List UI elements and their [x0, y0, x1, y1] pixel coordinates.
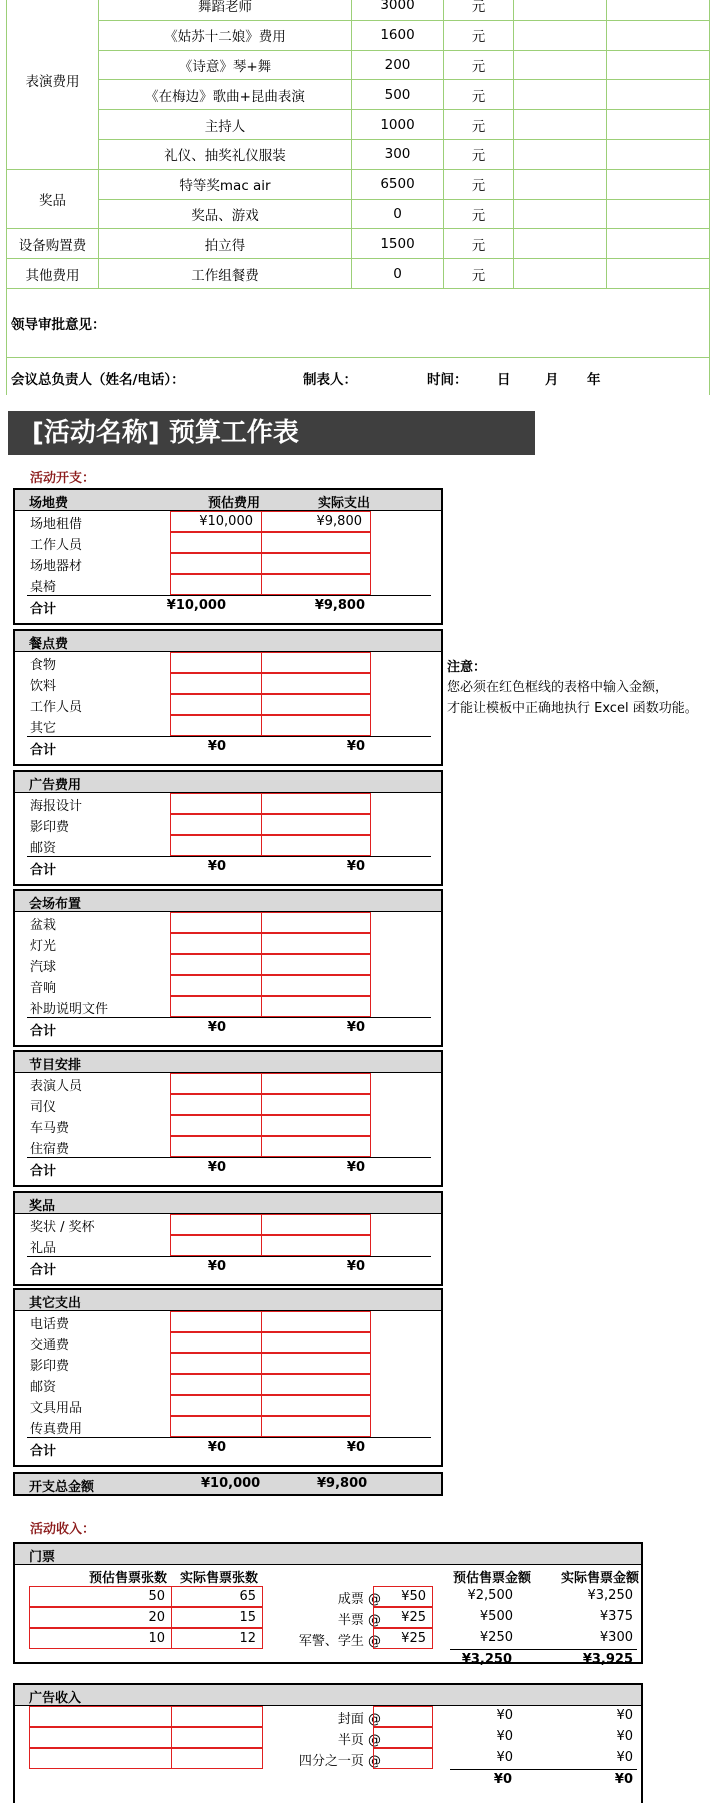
empty-cell[interactable] — [607, 199, 710, 229]
estimated-input[interactable] — [170, 1332, 262, 1353]
actual-input[interactable] — [261, 975, 371, 996]
actual-input[interactable] — [261, 996, 371, 1017]
subtotal-estimated: ¥0 — [207, 1020, 226, 1035]
empty-cell[interactable] — [607, 50, 710, 80]
expense-row — [15, 532, 441, 553]
actual-input[interactable] — [261, 673, 371, 694]
empty-cell[interactable] — [514, 0, 607, 20]
total-estimated: ¥10,000 — [201, 1476, 261, 1491]
ticket-type-label: 半票 @ — [337, 1613, 381, 1628]
subtotal-actual: ¥0 — [346, 1259, 365, 1274]
expense-label: 工作人员 — [30, 538, 83, 553]
expense-block-catering — [13, 629, 443, 766]
estimated-input[interactable] — [170, 1094, 262, 1115]
est-count-header: 预估售票张数 — [89, 1571, 168, 1586]
subtotal-estimated: ¥10,000 — [166, 598, 226, 613]
ad-row — [15, 1727, 641, 1748]
actual-input[interactable] — [261, 694, 371, 715]
expense-label: 食物 — [30, 658, 57, 673]
amount-cell[interactable]: 1000 — [352, 110, 444, 140]
subtotal-actual: ¥0 — [346, 1440, 365, 1455]
expense-label: 海报设计 — [30, 799, 83, 814]
est-count-input[interactable]: 10 — [29, 1628, 172, 1649]
expense-label: 电话费 — [30, 1317, 70, 1332]
estimated-input[interactable] — [170, 793, 262, 814]
unit-cell: 元 — [444, 199, 514, 229]
expense-label: 盆栽 — [30, 918, 57, 933]
expense-row — [15, 954, 441, 975]
ticket-row — [15, 1607, 641, 1628]
tickets-sum-estimated: ¥3,250 — [461, 1652, 512, 1667]
subtotal-label: 合计 — [30, 1164, 57, 1179]
ticket-price-input[interactable]: ¥50 — [373, 1586, 433, 1607]
estimated-input[interactable] — [170, 814, 262, 835]
estimated-input[interactable] — [170, 1136, 262, 1157]
amount-cell[interactable]: 1600 — [352, 20, 444, 50]
act-amount: ¥0 — [616, 1708, 633, 1723]
ad-price-input[interactable] — [373, 1706, 433, 1727]
est-amount: ¥2,500 — [467, 1588, 513, 1603]
signature-row — [7, 357, 710, 398]
ads-sum-row — [450, 1769, 637, 1791]
year-label: 年 — [587, 371, 601, 388]
empty-cell[interactable] — [607, 169, 710, 199]
expense-row — [15, 1416, 441, 1437]
expense-label: 表演人员 — [30, 1079, 83, 1094]
block-header — [15, 1052, 441, 1073]
tickets-header-row — [15, 1565, 641, 1586]
estimated-input[interactable]: ¥10,000 — [170, 511, 262, 532]
unit-cell: 元 — [444, 229, 514, 259]
actual-input[interactable] — [261, 1094, 371, 1115]
estimated-input[interactable] — [170, 835, 262, 856]
estimated-input[interactable] — [170, 553, 262, 574]
ad-input-2[interactable] — [171, 1727, 263, 1748]
expense-label: 传真费用 — [30, 1422, 83, 1437]
subtotal-estimated: ¥0 — [207, 1440, 226, 1455]
expense-block-prizes — [13, 1191, 443, 1286]
est-count-input[interactable]: 50 — [29, 1586, 172, 1607]
expense-label: 其它 — [30, 721, 57, 736]
actual-input[interactable] — [261, 1235, 371, 1256]
estimated-input[interactable] — [170, 996, 262, 1017]
ad-type-label: 四分之一页 @ — [298, 1754, 381, 1769]
subtotal-estimated: ¥0 — [207, 739, 226, 754]
expense-label: 车马费 — [30, 1121, 70, 1136]
budget-summary-table — [6, 0, 710, 399]
note-line-2: 才能让模板中正确地执行 Excel 函数功能。 — [447, 701, 698, 716]
empty-cell[interactable] — [607, 259, 710, 289]
ad-input-2[interactable] — [171, 1706, 263, 1727]
unit-cell: 元 — [444, 50, 514, 80]
time-label: 时间： — [427, 371, 468, 388]
unit-cell: 元 — [444, 0, 514, 20]
subtotal-actual: ¥9,800 — [314, 598, 365, 613]
block-title: 餐点费 — [29, 637, 69, 652]
expense-row — [15, 1235, 441, 1256]
empty-cell[interactable] — [514, 169, 607, 199]
ad-type-label: 半页 @ — [337, 1733, 381, 1748]
expense-label: 影印费 — [30, 1359, 70, 1374]
item-cell: 拍立得 — [99, 229, 352, 259]
ticket-type-label: 军警、学生 @ — [298, 1634, 381, 1649]
expense-row — [15, 1073, 441, 1094]
preparer-label: 制表人： — [303, 371, 357, 388]
estimated-input[interactable] — [170, 1395, 262, 1416]
block-header — [15, 1290, 441, 1311]
subtotal-label: 合计 — [30, 602, 57, 617]
ad-income-block — [13, 1683, 643, 1803]
estimated-input[interactable] — [170, 975, 262, 996]
block-header — [15, 1544, 641, 1565]
unit-cell: 元 — [444, 20, 514, 50]
subtotal-row — [27, 1157, 431, 1179]
act-amount-header: 实际售票金额 — [561, 1571, 640, 1586]
act-amount: ¥0 — [616, 1729, 633, 1744]
subtotal-label: 合计 — [30, 1263, 57, 1278]
actual-input[interactable] — [261, 652, 371, 673]
subtotal-actual: ¥0 — [346, 1160, 365, 1175]
estimated-input[interactable] — [170, 574, 262, 595]
ticket-price-input[interactable]: ¥25 — [373, 1607, 433, 1628]
subtotal-estimated: ¥0 — [207, 859, 226, 874]
expense-row — [15, 574, 441, 595]
ad-type-label: 封面 @ — [337, 1712, 381, 1727]
expense-label: 邮资 — [30, 1380, 57, 1395]
item-cell: 《诗意》琴+舞 — [99, 50, 352, 80]
empty-cell[interactable] — [514, 259, 607, 289]
actual-header: 实际支出 — [318, 496, 371, 511]
amount-cell[interactable]: 6500 — [352, 169, 444, 199]
estimated-input[interactable] — [170, 694, 262, 715]
unit-cell: 元 — [444, 80, 514, 110]
actual-input[interactable] — [261, 532, 371, 553]
expense-row — [15, 814, 441, 835]
est-amount: ¥0 — [496, 1729, 513, 1744]
subtotal-actual: ¥0 — [346, 1020, 365, 1035]
day-label: 日 — [497, 371, 511, 388]
unit-cell: 元 — [444, 110, 514, 140]
item-cell: 特等奖mac air — [99, 169, 352, 199]
expense-block-venue — [13, 488, 443, 625]
empty-cell[interactable] — [514, 199, 607, 229]
estimated-input[interactable] — [170, 1214, 262, 1235]
estimated-input[interactable] — [170, 1073, 262, 1094]
empty-cell[interactable] — [607, 229, 710, 259]
block-header — [15, 891, 441, 912]
subtotal-row — [27, 1437, 431, 1459]
item-cell: 礼仪、抽奖礼仪服装 — [99, 139, 352, 169]
unit-cell: 元 — [444, 169, 514, 199]
empty-cell[interactable] — [514, 80, 607, 110]
expense-row — [15, 912, 441, 933]
block-header — [15, 1685, 641, 1706]
amount-cell[interactable]: 500 — [352, 80, 444, 110]
block-title: 场地费 — [29, 496, 69, 511]
actual-input[interactable] — [261, 1311, 371, 1332]
actual-input[interactable] — [261, 1353, 371, 1374]
estimated-input[interactable] — [170, 1416, 262, 1437]
estimated-header: 预估费用 — [208, 496, 261, 511]
amount-cell[interactable]: 300 — [352, 139, 444, 169]
estimated-input[interactable] — [170, 954, 262, 975]
estimated-input[interactable] — [170, 652, 262, 673]
expense-row — [15, 511, 441, 532]
actual-input[interactable] — [261, 1073, 371, 1094]
actual-input[interactable] — [261, 835, 371, 856]
act-count-header: 实际售票张数 — [180, 1571, 259, 1586]
actual-input[interactable] — [261, 814, 371, 835]
empty-cell[interactable] — [514, 139, 607, 169]
ads-sum-actual: ¥0 — [614, 1772, 633, 1787]
category-cell: 奖品 — [7, 169, 99, 229]
expense-block-other — [13, 1288, 443, 1467]
expense-block-advertising — [13, 770, 443, 886]
tickets-sum-actual: ¥3,925 — [582, 1652, 633, 1667]
unit-cell: 元 — [444, 139, 514, 169]
estimated-input[interactable] — [170, 1374, 262, 1395]
act-count-input[interactable]: 15 — [171, 1607, 263, 1628]
estimated-input[interactable] — [170, 912, 262, 933]
expense-row — [15, 673, 441, 694]
divider — [0, 395, 720, 411]
act-count-input[interactable]: 65 — [171, 1586, 263, 1607]
expense-label: 奖状 / 奖杯 — [30, 1220, 95, 1235]
expense-label: 文具用品 — [30, 1401, 83, 1416]
amount-cell[interactable]: 1500 — [352, 229, 444, 259]
expense-row — [15, 1332, 441, 1353]
ad-row — [15, 1706, 641, 1727]
expense-label: 场地器材 — [30, 559, 83, 574]
actual-input[interactable] — [261, 715, 371, 736]
amount-cell[interactable]: 0 — [352, 259, 444, 289]
empty-cell[interactable] — [514, 20, 607, 50]
block-header — [15, 772, 441, 793]
actual-input[interactable] — [261, 1115, 371, 1136]
actual-input[interactable] — [261, 1214, 371, 1235]
item-cell: 主持人 — [99, 110, 352, 140]
ads-sum-estimated: ¥0 — [493, 1772, 512, 1787]
block-title: 广告费用 — [29, 778, 82, 793]
actual-input[interactable] — [261, 912, 371, 933]
expense-label: 饮料 — [30, 679, 57, 694]
subtotal-label: 合计 — [30, 743, 57, 758]
empty-cell[interactable] — [607, 80, 710, 110]
empty-cell[interactable] — [514, 229, 607, 259]
est-amount: ¥0 — [496, 1708, 513, 1723]
subtotal-row — [27, 1256, 431, 1278]
expense-label: 礼品 — [30, 1241, 57, 1256]
subtotal-row — [27, 856, 431, 878]
item-cell: 奖品、游戏 — [99, 199, 352, 229]
category-cell: 表演费用 — [7, 0, 99, 169]
actual-input[interactable] — [261, 1332, 371, 1353]
expense-row — [15, 1094, 441, 1115]
subtotal-label: 合计 — [30, 863, 57, 878]
block-header — [15, 1193, 441, 1214]
ad-input-1[interactable] — [29, 1706, 172, 1727]
expense-label: 场地租借 — [30, 517, 83, 532]
expense-label: 音响 — [30, 981, 57, 996]
ticket-row — [15, 1628, 641, 1649]
expense-row — [15, 1136, 441, 1157]
ad-input-1[interactable] — [29, 1727, 172, 1748]
item-cell: 工作组餐费 — [99, 259, 352, 289]
actual-input[interactable] — [261, 1416, 371, 1437]
est-amount: ¥250 — [479, 1630, 513, 1645]
item-cell: 舞蹈老师 — [99, 0, 352, 20]
expense-row — [15, 694, 441, 715]
expense-row — [15, 1115, 441, 1136]
block-title: 其它支出 — [29, 1296, 82, 1311]
empty-cell[interactable] — [607, 110, 710, 140]
block-header — [15, 631, 441, 652]
ticket-row — [15, 1586, 641, 1607]
actual-input[interactable]: ¥9,800 — [261, 511, 371, 532]
subtotal-actual: ¥0 — [346, 739, 365, 754]
item-cell: 《姑苏十二娘》费用 — [99, 20, 352, 50]
act-amount: ¥0 — [616, 1750, 633, 1765]
estimated-input[interactable] — [170, 1353, 262, 1374]
actual-input[interactable] — [261, 793, 371, 814]
subtotal-actual: ¥0 — [346, 859, 365, 874]
empty-cell[interactable] — [514, 50, 607, 80]
ticket-price-input[interactable]: ¥25 — [373, 1628, 433, 1649]
ad-price-input[interactable] — [373, 1727, 433, 1748]
category-cell: 设备购置费 — [7, 229, 99, 259]
ad-price-input[interactable] — [373, 1748, 433, 1769]
expense-row — [15, 652, 441, 673]
empty-cell[interactable] — [514, 110, 607, 140]
total-actual: ¥9,800 — [317, 1476, 368, 1491]
actual-input[interactable] — [261, 1136, 371, 1157]
expense-label: 司仪 — [30, 1100, 57, 1115]
unit-cell: 元 — [444, 259, 514, 289]
empty-cell[interactable] — [607, 0, 710, 20]
block-title: 节目安排 — [29, 1058, 82, 1073]
ticket-type-label: 成票 @ — [337, 1592, 381, 1607]
expense-row — [15, 1374, 441, 1395]
estimated-input[interactable] — [170, 715, 262, 736]
est-amount-header: 预估售票金额 — [453, 1571, 532, 1586]
expense-section-title: 活动开支： — [30, 471, 96, 486]
actual-input[interactable] — [261, 933, 371, 954]
block-title: 广告收入 — [29, 1691, 82, 1706]
estimated-input[interactable] — [170, 673, 262, 694]
month-label: 月 — [545, 371, 559, 388]
amount-cell[interactable]: 0 — [352, 199, 444, 229]
expense-row — [15, 553, 441, 574]
leader-opinion[interactable]: 领导审批意见： — [7, 288, 710, 357]
empty-cell[interactable] — [607, 139, 710, 169]
subtotal-label: 合计 — [30, 1444, 57, 1459]
block-title: 门票 — [29, 1550, 56, 1565]
expense-label: 影印费 — [30, 820, 70, 835]
estimated-input[interactable] — [170, 1235, 262, 1256]
estimated-input[interactable] — [170, 532, 262, 553]
expense-row — [15, 1311, 441, 1332]
actual-input[interactable] — [261, 574, 371, 595]
est-amount: ¥500 — [479, 1609, 513, 1624]
amount-cell[interactable]: 3000 — [352, 0, 444, 20]
expense-label: 住宿费 — [30, 1142, 70, 1157]
expense-row — [15, 1395, 441, 1416]
expense-row — [15, 715, 441, 736]
empty-cell[interactable] — [607, 20, 710, 50]
block-title: 会场布置 — [29, 897, 82, 912]
page-title: [活动名称] 预算工作表 — [8, 411, 535, 455]
ad-row — [15, 1748, 641, 1769]
expense-label: 汽球 — [30, 960, 57, 975]
item-cell: 《在梅边》歌曲+昆曲表演 — [99, 80, 352, 110]
block-header — [15, 490, 441, 511]
actual-input[interactable] — [261, 1395, 371, 1416]
expense-label: 邮资 — [30, 841, 57, 856]
expense-row — [15, 1353, 441, 1374]
owner-label: 会议总负责人（姓名/电话）： — [11, 371, 185, 388]
est-amount: ¥0 — [496, 1750, 513, 1765]
act-amount: ¥300 — [599, 1630, 633, 1645]
actual-input[interactable] — [261, 553, 371, 574]
expense-total-bar — [13, 1472, 443, 1496]
ad-input-2[interactable] — [171, 1748, 263, 1769]
expense-block-program — [13, 1050, 443, 1187]
subtotal-estimated: ¥0 — [207, 1259, 226, 1274]
act-amount: ¥375 — [599, 1609, 633, 1624]
expense-label: 交通费 — [30, 1338, 70, 1353]
est-count-input[interactable]: 20 — [29, 1607, 172, 1628]
act-amount: ¥3,250 — [587, 1588, 633, 1603]
actual-input[interactable] — [261, 954, 371, 975]
tickets-sum-row — [450, 1649, 637, 1671]
estimated-input[interactable] — [170, 1311, 262, 1332]
total-label: 开支总金额 — [29, 1480, 95, 1495]
note-line-1: 您必须在红色框线的表格中输入金额， — [447, 680, 669, 695]
tickets-block — [13, 1542, 643, 1667]
subtotal-estimated: ¥0 — [207, 1160, 226, 1175]
expense-row — [15, 975, 441, 996]
block-title: 奖品 — [29, 1199, 56, 1214]
subtotal-label: 合计 — [30, 1024, 57, 1039]
subtotal-row — [27, 736, 431, 758]
expense-label: 灯光 — [30, 939, 57, 954]
expense-label: 工作人员 — [30, 700, 83, 715]
expense-row — [15, 793, 441, 814]
ad-input-1[interactable] — [29, 1748, 172, 1769]
estimated-input[interactable] — [170, 933, 262, 954]
expense-label: 桌椅 — [30, 580, 57, 595]
expense-label: 补助说明文件 — [30, 1002, 109, 1017]
estimated-input[interactable] — [170, 1115, 262, 1136]
category-cell: 其他费用 — [7, 259, 99, 289]
expense-row — [15, 835, 441, 856]
expense-row — [15, 996, 441, 1017]
expense-block-decoration — [13, 889, 443, 1047]
income-section-title: 活动收入： — [30, 1522, 96, 1537]
amount-cell[interactable]: 200 — [352, 50, 444, 80]
note-title: 注意： — [447, 660, 487, 675]
act-count-input[interactable]: 12 — [171, 1628, 263, 1649]
subtotal-row — [27, 595, 431, 617]
subtotal-row — [27, 1017, 431, 1039]
expense-row — [15, 933, 441, 954]
expense-row — [15, 1214, 441, 1235]
actual-input[interactable] — [261, 1374, 371, 1395]
